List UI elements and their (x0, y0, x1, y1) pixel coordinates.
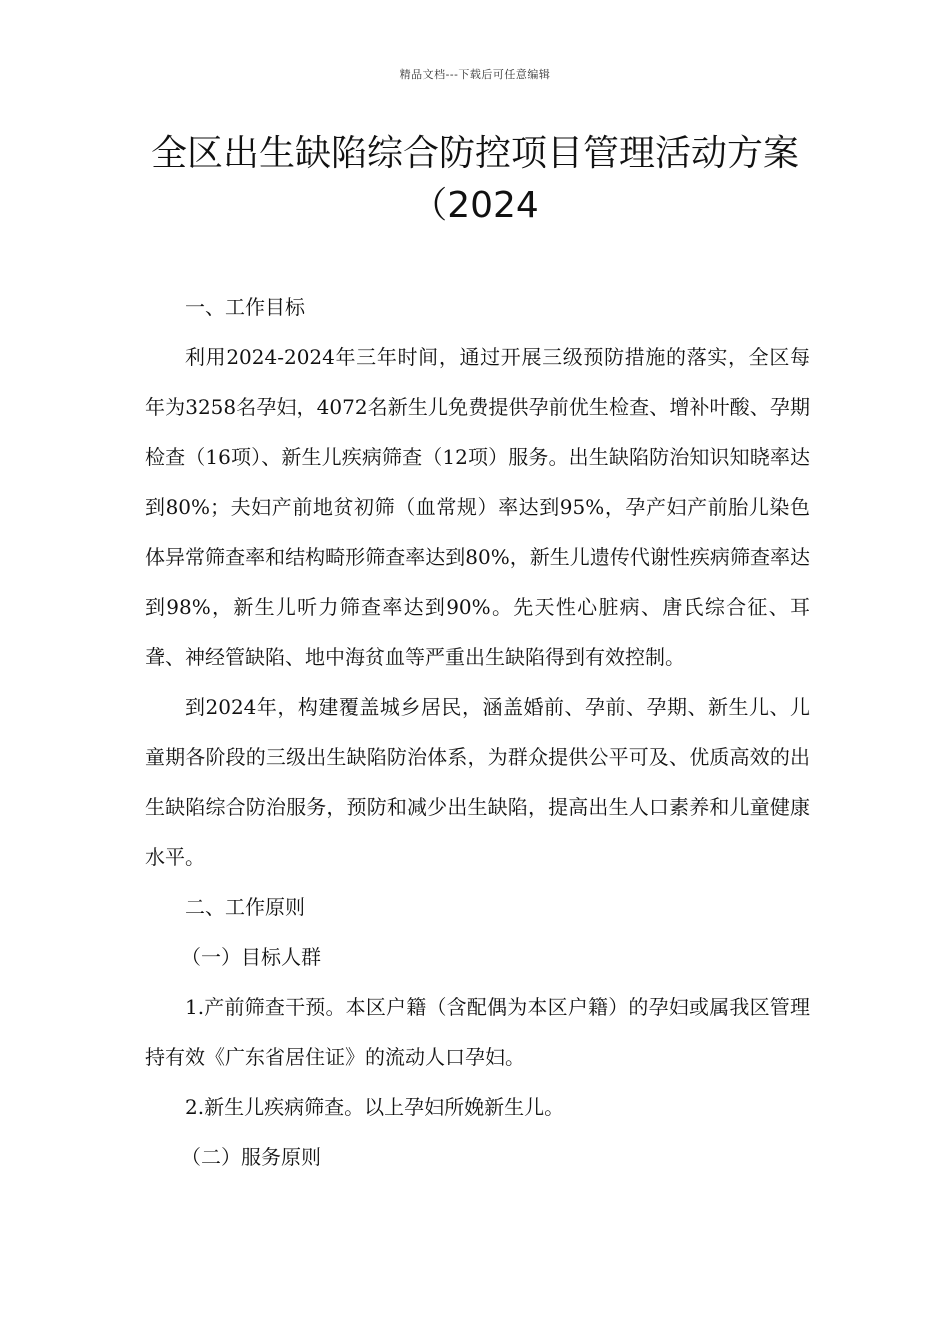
paragraph-2024-target: 到2024年，构建覆盖城乡居民，涵盖婚前、孕前、孕期、新生儿、儿童期各阶段的三级出生缺陷防治体系，为群众提供公平可及、优质高效的出生缺陷综合防治服务，预防和减少出生缺陷，提高出生人口素养和儿童健康水平。 (145, 695, 810, 869)
document-body (145, 282, 810, 1182)
paragraph-goals-detail: 利用2024-2024年三年时间，通过开展三级预防措施的落实，全区每年为3258名孕妇，4072名新生儿免费提供孕前优生检查、增补叶酸、孕期检查（16项）、新生儿疾病筛查（12项）服务。出生缺陷防治知识知晓率达到80%；夫妇产前地贫初筛（血常规）率达到95%，孕产妇产前胎儿染色体异常筛查率和结构畸形筛查率达到80%，新生儿遗传代谢性疾病筛查率达到98%，新生儿听力筛查率达到90%。先天性心脏病、唐氏综合征、耳聋、神经管缺陷、地中海贫血等严重出生缺陷得到有效控制。 (145, 345, 810, 669)
paragraph-prenatal-screening: 1.产前筛查干预。本区户籍（含配偶为本区户籍）的孕妇或属我区管理持有效《广东省居住证》的流动人口孕妇。 (145, 995, 810, 1069)
subsection-heading-service-principles: （二）服务原则 (181, 1145, 321, 1169)
document-title: 全区出生缺陷综合防控项目管理活动方案（2024 (150, 133, 799, 226)
paragraph-newborn-screening: 2.新生儿疾病筛查。以上孕妇所娩新生儿。 (185, 1095, 565, 1119)
section-heading-work-principles: 二、工作原则 (185, 895, 305, 919)
page-header-note: 精品文档---下载后可任意编辑 (399, 68, 551, 81)
subsection-heading-target-population: （一）目标人群 (181, 945, 321, 969)
section-heading-work-goals: 一、工作目标 (185, 295, 305, 319)
